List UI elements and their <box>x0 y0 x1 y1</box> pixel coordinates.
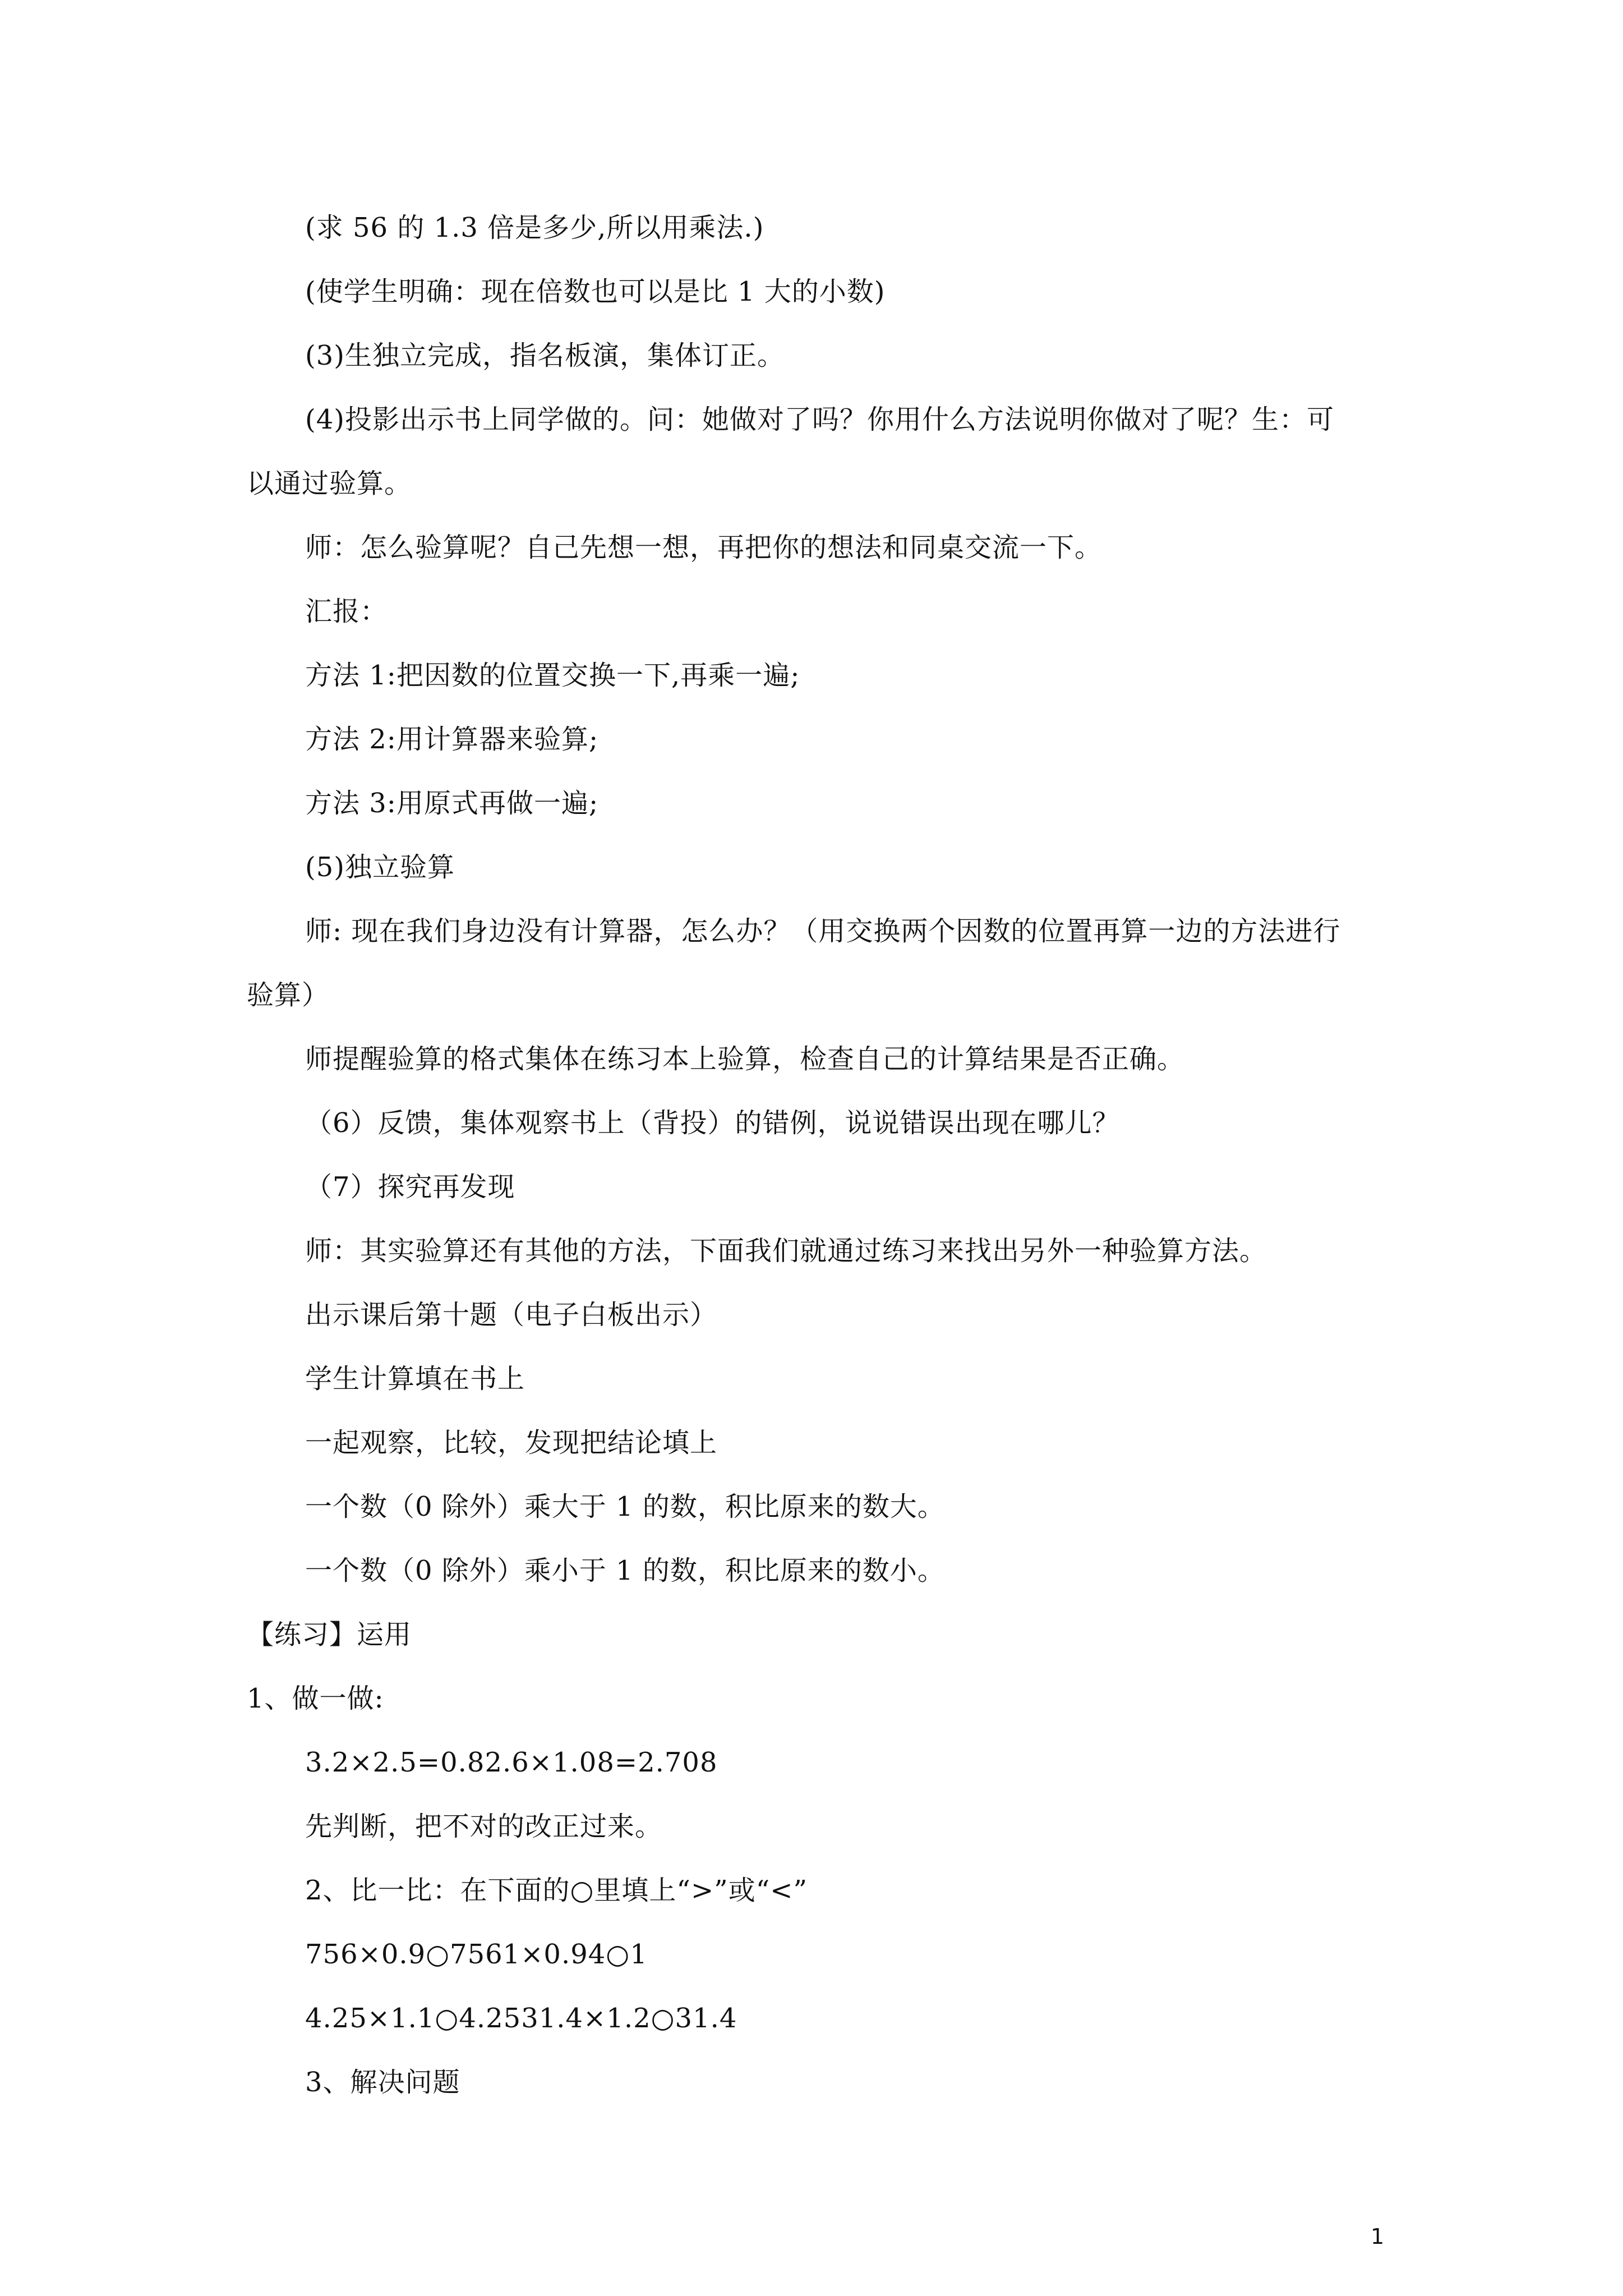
paragraph-line: (5)独立验算 <box>305 852 455 883</box>
paragraph-line: (求 56 的 1.3 倍是多少,所以用乘法.) <box>305 212 764 243</box>
paragraph-line: 4.25×1.1○4.2531.4×1.2○31.4 <box>305 2003 737 2034</box>
paragraph-line: 学生计算填在书上 <box>305 1363 525 1395</box>
paragraph-line: 756×0.9○7561×0.94○1 <box>305 1939 648 1970</box>
paragraph-line: 汇报： <box>305 596 388 627</box>
paragraph-line: 3、解决问题 <box>305 2067 460 2098</box>
paragraph-line: (4)投影出示书上同学做的。问：她做对了吗？你用什么方法说明你做对了呢？生：可 <box>305 404 1334 435</box>
paragraph-line: 2、比一比：在下面的○里填上“>”或“<” <box>305 1875 808 1906</box>
paragraph-line: 1、做一做: <box>247 1683 384 1714</box>
paragraph-line: （6）反馈，集体观察书上（背投）的错例，说说错误出现在哪儿？ <box>305 1107 1120 1139</box>
paragraph-line: 一个数（0 除外）乘小于 1 的数，积比原来的数小。 <box>305 1555 945 1586</box>
paragraph-line: (3)生独立完成，指名板演，集体订正。 <box>305 340 785 371</box>
paragraph-line: 师：怎么验算呢？自己先想一想，再把你的想法和同桌交流一下。 <box>305 532 1103 563</box>
paragraph-line: 3.2×2.5=0.82.6×1.08=2.708 <box>305 1747 718 1778</box>
section-heading: 【练习】运用 <box>247 1619 412 1650</box>
paragraph-line: 一个数（0 除外）乘大于 1 的数，积比原来的数大。 <box>305 1491 945 1522</box>
paragraph-line: (使学生明确：现在倍数也可以是比 1 大的小数) <box>305 276 886 307</box>
paragraph-line: 师提醒验算的格式集体在练习本上验算，检查自己的计算结果是否正确。 <box>305 1043 1185 1075</box>
paragraph-line: 师: 现在我们身边没有计算器，怎么办？（用交换两个因数的位置再算一边的方法进行 <box>305 915 1341 947</box>
paragraph-line: 以通过验算。 <box>247 468 412 499</box>
paragraph-line: 一起观察，比较，发现把结论填上 <box>305 1427 718 1458</box>
paragraph-line: 方法 1:把因数的位置交换一下,再乘一遍; <box>305 660 800 691</box>
paragraph-line: （7）探究再发现 <box>305 1171 515 1203</box>
paragraph-line: 方法 2:用计算器来验算; <box>305 724 599 755</box>
paragraph-line: 先判断，把不对的改正过来。 <box>305 1811 663 1842</box>
paragraph-line: 方法 3:用原式再做一遍; <box>305 788 599 819</box>
page-number: 1 <box>1371 2224 1385 2249</box>
paragraph-line: 出示课后第十题（电子白板出示） <box>305 1299 718 1331</box>
paragraph-line: 验算） <box>247 979 330 1011</box>
paragraph-line: 师：其实验算还有其他的方法，下面我们就通过练习来找出另外一种验算方法。 <box>305 1235 1267 1267</box>
